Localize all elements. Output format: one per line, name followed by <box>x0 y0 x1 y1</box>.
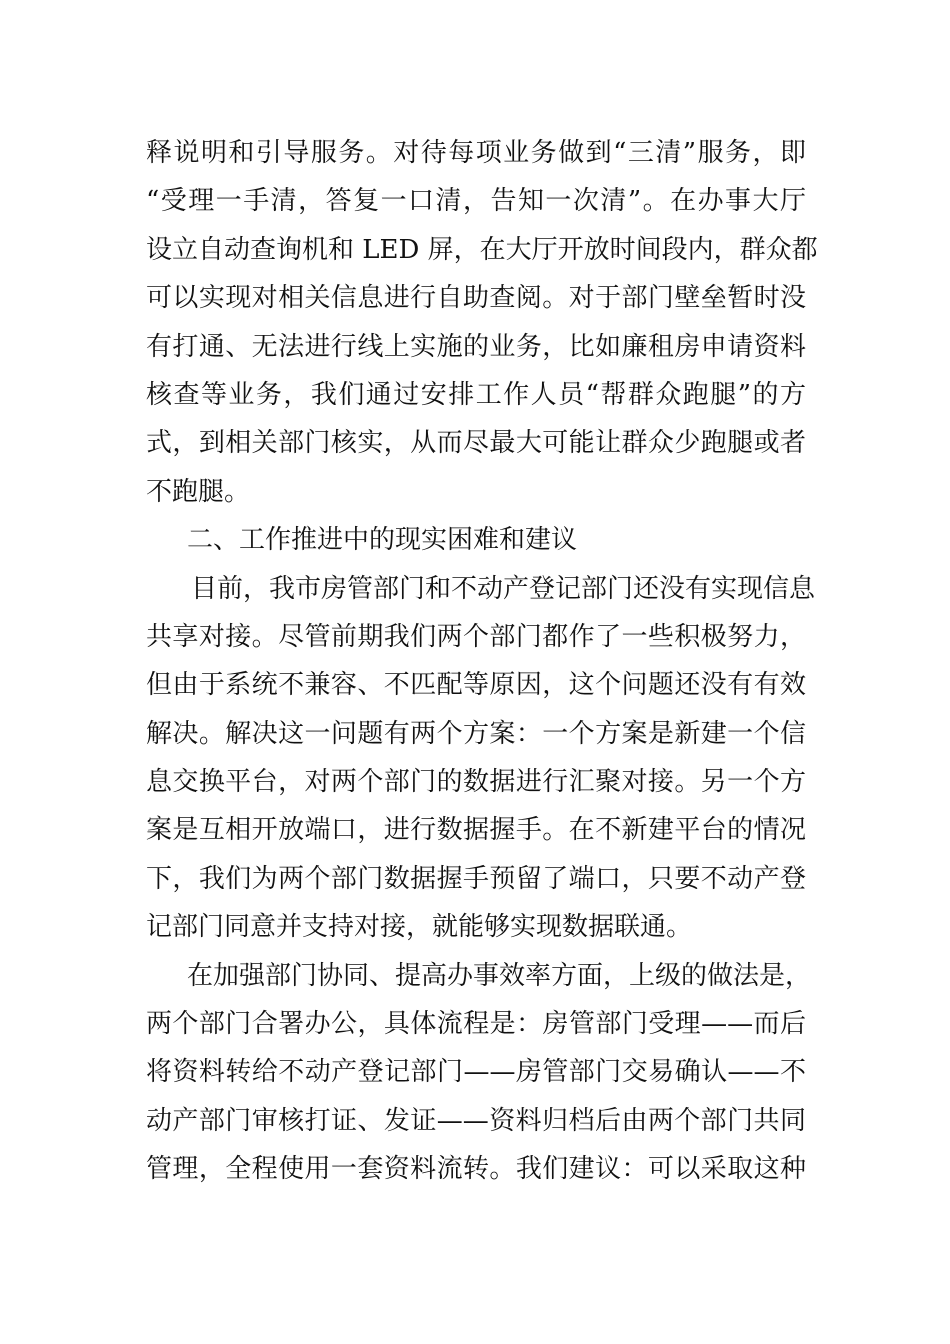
paragraph-info-sharing <box>146 565 816 952</box>
paragraph-service-guidance <box>146 129 818 516</box>
document-body <box>146 129 818 1194</box>
paragraph-line: 案是互相开放端口，进行数据握手。在不新建平台的情况 <box>146 815 806 846</box>
paragraph-line: 下，我们为两个部门数据握手预留了端口，只要不动产登 <box>146 863 806 894</box>
paragraph-line: 目前，我市房管部门和不动产登记部门还没有实现信息 <box>191 573 816 604</box>
paragraph-line: 可以实现对相关信息进行自助查阅。对于部门壁垒暂时没 <box>146 283 806 314</box>
paragraph-department-collaboration <box>146 952 812 1194</box>
paragraph-line: 管理，全程使用一套资料流转。我们建议：可以采取这种 <box>146 1154 806 1185</box>
paragraph-line: 动产部门审核打证、发证——资料归档后由两个部门共同 <box>146 1105 806 1136</box>
paragraph-line: 释说明和引导服务。对待每项业务做到“三清”服务，即 <box>146 138 806 168</box>
paragraph-line: 式，到相关部门核实，从而尽最大可能让群众少跑腿或者 <box>146 428 806 459</box>
paragraph-line: 息交换平台，对两个部门的数据进行汇聚对接。另一个方 <box>146 767 806 798</box>
paragraph-line: 解决。解决这一问题有两个方案：一个方案是新建一个信 <box>146 718 806 749</box>
paragraph-line: 在加强部门协同、提高办事效率方面，上级的做法是， <box>187 960 812 991</box>
paragraph-line: 将资料转给不动产登记部门——房管部门交易确认——不 <box>146 1057 806 1088</box>
paragraph-line: 有打通、无法进行线上实施的业务，比如廉租房申请资料 <box>146 331 806 362</box>
paragraph-line: 但由于系统不兼容、不匹配等原因，这个问题还没有有效 <box>146 670 806 701</box>
paragraph-line: 两个部门合署办公，具体流程是：房管部门受理——而后 <box>146 1009 806 1040</box>
paragraph-line: 共享对接。尽管前期我们两个部门都作了一些积极努力， <box>146 621 806 652</box>
paragraph-line: “受理一手清，答复一口清，告知一次清”。在办事大厅 <box>146 186 806 217</box>
paragraph-line: 核查等业务，我们通过安排工作人员“帮群众跑腿”的方 <box>146 379 806 410</box>
paragraph-line: 设立自动查询机和 LED 屏，在大厅开放时间段内，群众都 <box>146 234 818 265</box>
section-heading: 二、工作推进中的现实困难和建议 <box>187 525 578 556</box>
paragraph-line: 不跑腿。 <box>146 476 251 507</box>
paragraph-line: 记部门同意并支持对接，就能够实现数据联通。 <box>146 912 693 943</box>
